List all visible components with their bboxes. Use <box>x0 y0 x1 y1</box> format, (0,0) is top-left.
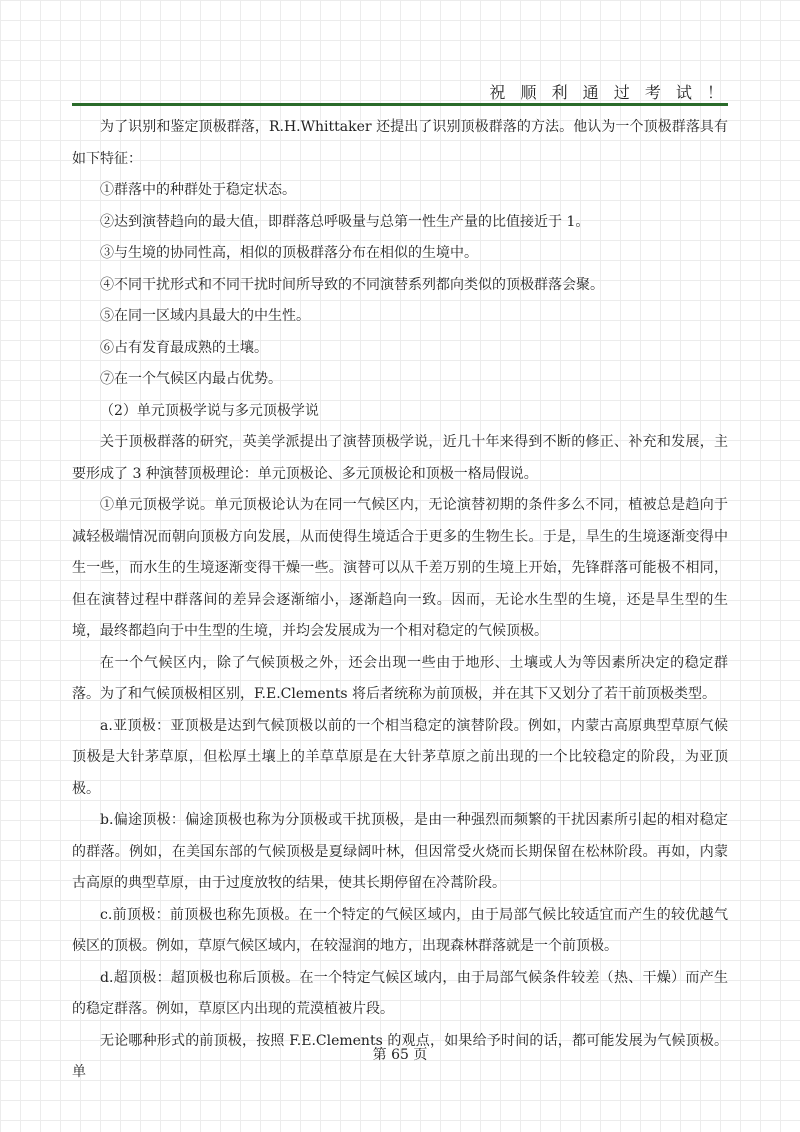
paragraph: 无论哪种形式的前顶极，按照 F.E.Clements 的观点，如果给予时间的话，都可能发展为气候顶极。单 <box>72 1032 728 1080</box>
list-item: ②达到演替趋向的最大值，即群落总呼吸量与总第一性生产量的比值接近于 1。 <box>100 213 590 230</box>
paragraph: a.亚顶极：亚顶极是达到气候顶极以前的一个相当稳定的演替阶段。例如，内蒙古高原典型草原气候顶极是大针茅草原，但松厚土壤上的羊草草原是在大针茅草原之前出现的一个比较稳定的阶段，为亚顶极。 <box>72 717 728 797</box>
paragraph: b.偏途顶极：偏途顶极也称为分顶极或干扰顶极，是由一种强烈而频繁的干扰因素所引起的相对稳定的群落。例如，在美国东部的气候顶极是夏绿阔叶林，但因常受火烧而长期保留在松林阶段。再如，内蒙古高原的典型草原，由于过度放牧的结果，使其长期停留在冷蒿阶段。 <box>72 812 728 891</box>
paragraph: 在一个气候区内，除了气候顶极之外，还会出现一些由于地形、土壤或人为等因素所决定的稳定群落。为了和气候顶极相区别，F.E.Clements 将后者统称为前顶极，并在其下又划分了若干前顶极类型。 <box>72 654 728 702</box>
page-number: 第 65 页 <box>372 1047 428 1063</box>
list-item: ⑤在同一区域内具最大的中生性。 <box>100 308 310 324</box>
page-header-title: 祝 顺 利 通 过 考 试 ！ <box>489 83 728 102</box>
list-item: ③与生境的协同性高，相似的顶极群落分布在相似的生境中。 <box>100 245 478 261</box>
paragraph: 关于顶极群落的研究，英美学派提出了演替顶极学说，近几十年来得到不断的修正、补充和发展，主要形成了 3 种演替顶极理论：单元顶极论、多元顶极论和顶极一格局假说。 <box>72 434 728 482</box>
header-divider <box>72 103 728 106</box>
list-item: ⑥占有发育最成熟的土壤。 <box>100 339 268 356</box>
list-item: ④不同干扰形式和不同干扰时间所导致的不同演替系列都向类似的顶极群落会聚。 <box>100 276 604 293</box>
list-item: ⑦在一个气候区内最占优势。 <box>100 371 282 387</box>
paragraph: c.前顶极：前顶极也称先顶极。在一个特定的气候区域内，由于局部气候比较适宜而产生的较优越气候区的顶极。例如，草原气候区域内，在较湿润的地方，出现森林群落就是一个前顶极。 <box>72 906 728 954</box>
paragraph: d.超顶极：超顶极也称后顶极。在一个特定气候区域内，由于局部气候条件较差（热、干燥）而产生的稳定群落。例如，草原区内出现的荒漠植被片段。 <box>72 969 728 1017</box>
paragraph: ①单元顶极学说。单元顶极论认为在同一气候区内，无论演替初期的条件多么不同，植被总是趋向于减轻极端情况而朝向顶极方向发展，从而使得生境适合于更多的生物生长。于是，旱生的生境逐渐变得中生一些，而水生的生境逐渐变得干燥一些。演替可以从千差万别的生境上开始，先锋群落可能极不相同，但在演替过程中群落间的差异会逐渐缩小，逐渐趋向一致。因而，无论水生型的生境，还是旱生型的生境，最终都趋向于中生型的生境，并均会发展成为一个相对稳定的气候顶极。 <box>72 497 728 639</box>
section-heading: （2）单元顶极学说与多元顶极学说 <box>100 402 319 419</box>
list-item: ①群落中的种群处于稳定状态。 <box>100 182 296 198</box>
document-body <box>72 112 728 1089</box>
paragraph: 为了识别和鉴定顶极群落，R.H.Whittaker 还提出了识别顶极群落的方法。他认为一个顶极群落具有如下特征： <box>72 119 728 167</box>
